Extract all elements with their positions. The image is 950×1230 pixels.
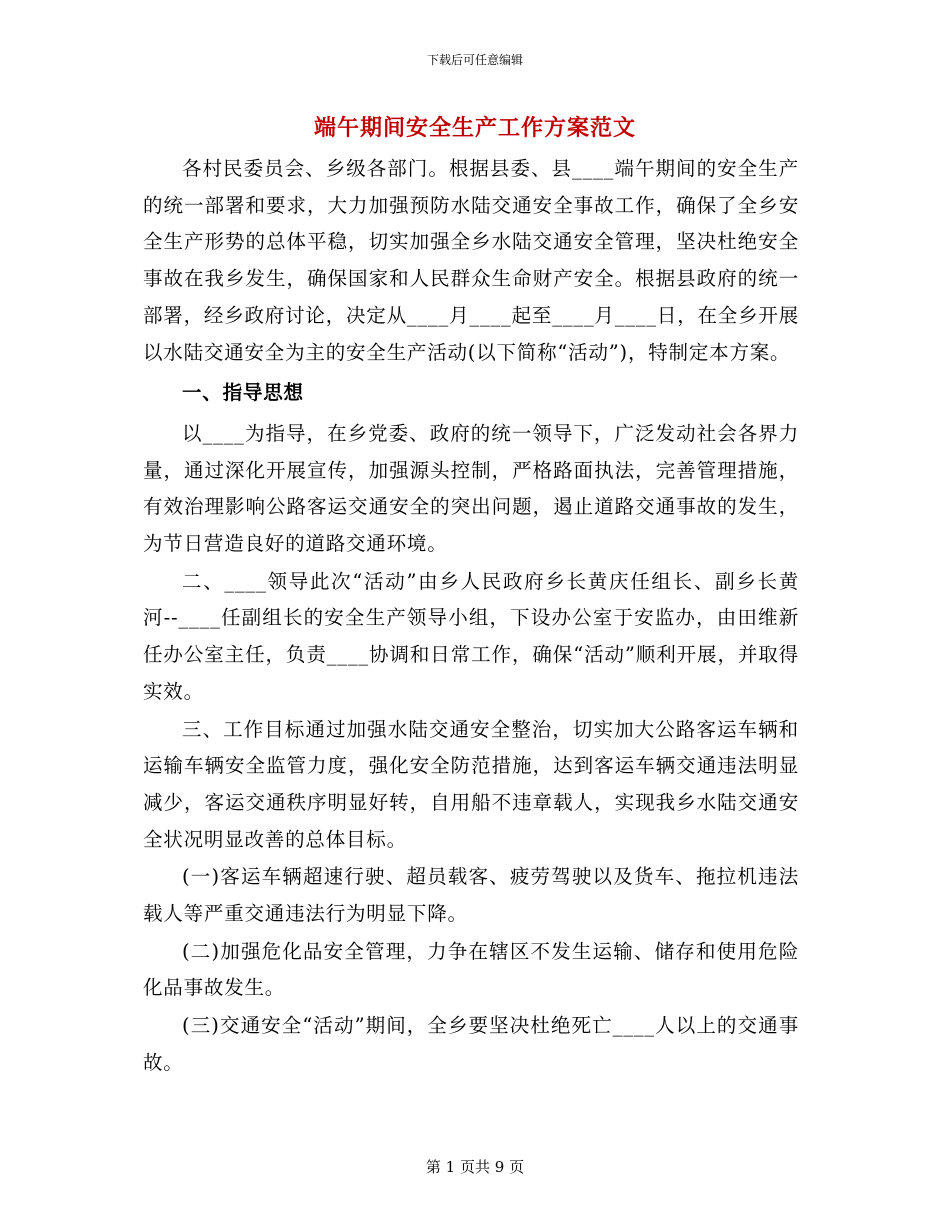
document-title: 端午期间安全生产工作方案范文 <box>313 115 636 141</box>
goal-item-3: (三)交通安全“活动”期间，全乡要坚决杜绝死亡____人以上的交通事故。 <box>143 1014 799 1074</box>
work-goals-paragraph: 三、工作目标通过加强水陆交通安全整治，切实加大公路客运车辆和运输车辆安全监管力度，强化安全防范措施，达到客运车辆交通违法明显减少，客运交通秩序明显好转，自用船不违章载人，实现我乡水陆交通安全状况明显改善的总体目标。 <box>143 717 799 851</box>
page-number: 第 1 页共 9 页 <box>425 1158 525 1176</box>
guiding-ideology-paragraph: 以____为指导，在乡党委、政府的统一领导下，广泛发动社会各界力量，通过深化开展宣传，加强源头控制，严格路面执法，完善管理措施，有效治理影响公路客运交通安全的突出问题，遏止道路交通事故的发生，为节日营造良好的道路交通环境。 <box>143 421 799 556</box>
leadership-paragraph: 二、____领导此次“活动”由乡人民政府乡长黄庆任组长、副乡长黄河--____任副组长的安全生产领导小组，下设办公室于安监办，由田维新任办公室主任，负责____协调和日常工作，确保“活动”顺利开展，并取得实效。 <box>143 569 799 703</box>
goal-item-1: (一)客运车辆超速行驶、超员载客、疲劳驾驶以及货车、拖拉机违法载人等严重交通违法行为明显下降。 <box>143 865 799 926</box>
document-body <box>143 151 799 1082</box>
page-header: 下载后可任意编辑 <box>426 53 523 67</box>
goal-item-2: (二)加强危化品安全管理，力争在辖区不发生运输、储存和使用危险化品事故发生。 <box>143 939 799 1000</box>
section-heading-guiding-ideology: 一、指导思想 <box>182 381 304 405</box>
intro-paragraph: 各村民委员会、乡级各部门。根据县委、县____端午期间的安全生产的统一部署和要求，大力加强预防水陆交通安全事故工作，确保了全乡安全生产形势的总体平稳，切实加强全乡水陆交通安全管理，坚决杜绝安全事故在我乡发生，确保国家和人民群众生命财产安全。根据县政府的统一部署，经乡政府讨论，决定从____月____起至____月____日，在全乡开展以水陆交通安全为主的安全生产活动(以下简称“活动”)，特制定本方案。 <box>143 157 799 364</box>
